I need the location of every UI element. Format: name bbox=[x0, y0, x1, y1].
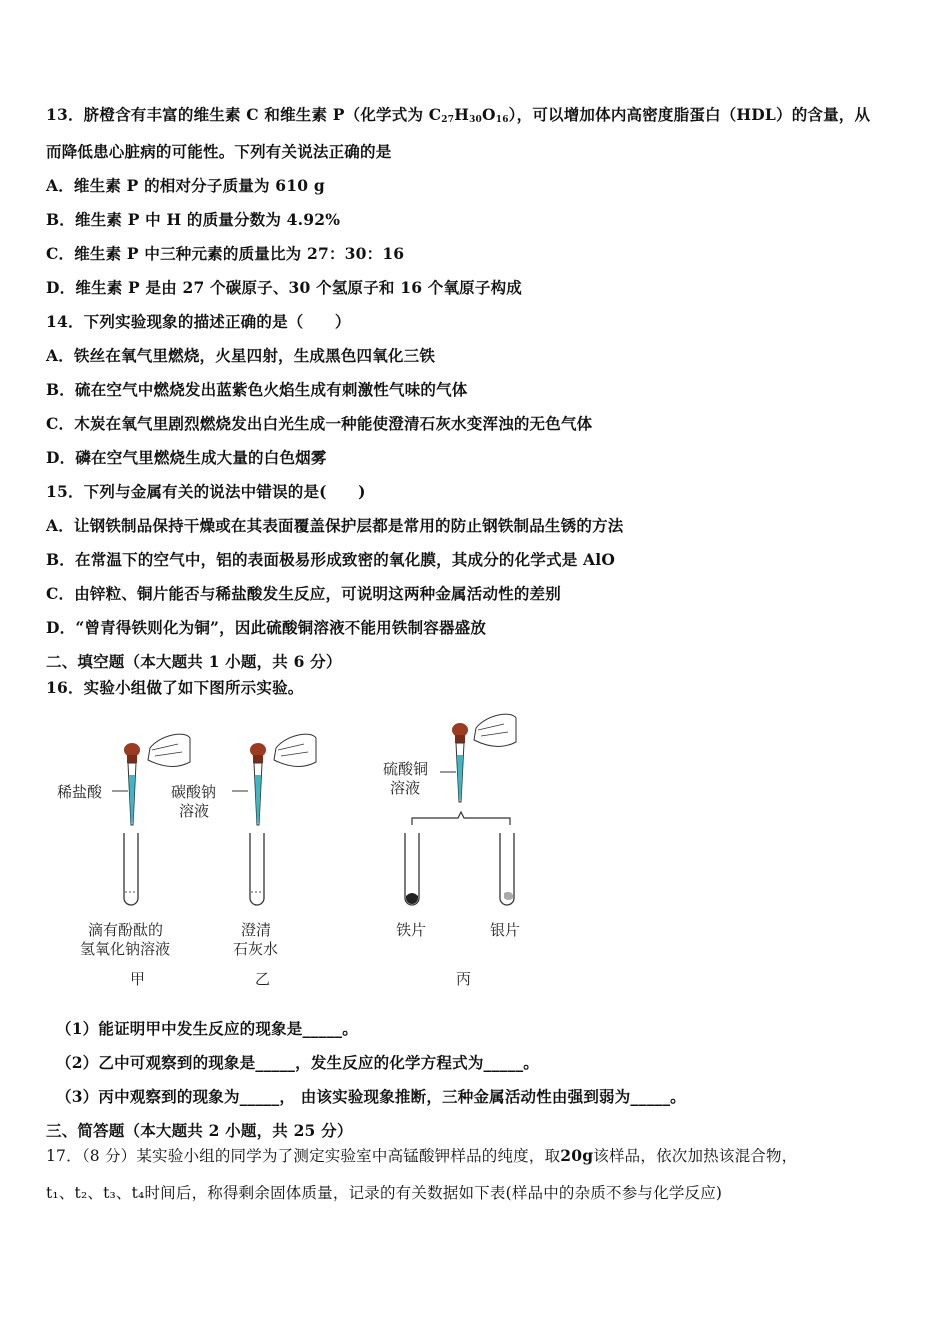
label-dropper2-l2: 溶液 bbox=[179, 802, 210, 820]
q13-line2: 而降低患心脏病的可能性。下列有关说法正确的是 bbox=[46, 142, 392, 161]
q15-stem: 15．下列与金属有关的说法中错误的是( ) bbox=[46, 482, 366, 501]
q13-sub-c: 27 bbox=[441, 115, 455, 125]
q15-option-d: D．“曾青得铁则化为铜”，因此硫酸铜溶液不能用铁制容器盛放 bbox=[46, 618, 487, 637]
q13-line1 bbox=[46, 103, 870, 125]
test-tube-4 bbox=[500, 833, 514, 905]
label-tube2-l2: 石灰水 bbox=[233, 940, 279, 958]
test-tube-2 bbox=[250, 833, 264, 905]
label-tube2-l1: 澄清 bbox=[241, 921, 272, 939]
label-dropper3-l1: 硫酸铜 bbox=[383, 760, 429, 778]
caption-yi: 乙 bbox=[255, 970, 271, 988]
q15-option-b: B．在常温下的空气中，铝的表面极易形成致密的氧化膜，其成分的化学式是 AlO bbox=[46, 550, 616, 569]
dropper-hand-1 bbox=[148, 734, 190, 766]
q14-stem: 14．下列实验现象的描述正确的是（ ） bbox=[46, 312, 351, 331]
label-tube1-l1: 滴有酚酞的 bbox=[88, 921, 164, 939]
q13-option-a: A．维生素 P 的相对分子质量为 610 g bbox=[46, 176, 325, 195]
q14-option-c: C．木炭在氧气里剧烈燃烧发出白光生成一种能使澄清石灰水变浑浊的无色气体 bbox=[46, 414, 593, 433]
label-tube1-l2: 氢氧化钠溶液 bbox=[80, 940, 171, 958]
q15-option-a: A．让钢铁制品保持干燥或在其表面覆盖保护层都是常用的防止钢铁制品生锈的方法 bbox=[46, 516, 624, 535]
label-tube3: 铁片 bbox=[396, 921, 427, 939]
q13-option-b: B．维生素 P 中 H 的质量分数为 4.92% bbox=[46, 210, 341, 229]
label-tube4: 银片 bbox=[490, 921, 521, 939]
q15-option-c: C．由锌粒、铜片能否与稀盐酸发生反应，可说明这两种金属活动性的差别 bbox=[46, 584, 561, 603]
q13-o: O bbox=[482, 105, 496, 124]
q17-text-a: 17．（8 分）某实验小组的同学为了测定实验室中高锰酸钾样品的纯度，取 bbox=[46, 1147, 561, 1165]
q13-option-c: C．维生素 P 中三种元素的质量比为 27：30：16 bbox=[46, 244, 405, 263]
label-dropper3-l2: 溶液 bbox=[390, 779, 421, 797]
dropper-2 bbox=[250, 743, 266, 825]
section3-heading: 三、简答题（本大题共 2 小题，共 25 分） bbox=[46, 1121, 353, 1140]
section2-heading: 二、填空题（本大题共 1 小题，共 6 分） bbox=[46, 652, 342, 671]
dropper-hand-3 bbox=[474, 714, 516, 746]
label-dropper1: 稀盐酸 bbox=[57, 783, 103, 801]
q13-text-b: ），可以增加体内高密度脂蛋白（HDL）的含量，从 bbox=[508, 105, 871, 124]
label-dropper2-l1: 碳酸钠 bbox=[171, 783, 217, 801]
q13-option-d: D．维生素 P 是由 27 个碳原子、30 个氢原子和 16 个氧原子构成 bbox=[46, 278, 522, 297]
q16-sub3: （3）丙中观察到的现象为_____， 由该实验现象推断，三种金属活动性由强到弱为_____。 bbox=[56, 1087, 686, 1106]
test-tube-3 bbox=[405, 833, 419, 905]
q13-text-a: 13．脐橙含有丰富的维生素 C 和维生素 P（化学式为 C bbox=[46, 105, 442, 124]
q17-line2: t₁、t₂、t₃、t₄时间后，称得剩余固体质量，记录的有关数据如下表(样品中的杂质不参与化学反应) bbox=[46, 1184, 723, 1202]
q16-figure bbox=[0, 700, 950, 1000]
caption-bing: 丙 bbox=[456, 970, 472, 988]
q16-sub2: （2）乙中可观察到的现象是_____，发生反应的化学方程式为_____。 bbox=[56, 1053, 539, 1072]
q13-sub-o: 16 bbox=[495, 115, 509, 125]
test-tube-1 bbox=[124, 833, 138, 905]
dropper-3 bbox=[452, 723, 468, 802]
q14-option-a: A．铁丝在氧气里燃烧，火星四射，生成黑色四氧化三铁 bbox=[46, 346, 436, 365]
caption-jia: 甲 bbox=[130, 970, 146, 988]
dropper-hand-2 bbox=[274, 734, 316, 766]
q17-text-c: 该样品，依次加热该混合物， bbox=[593, 1147, 798, 1165]
q14-option-b: B．硫在空气中燃烧发出蓝紫色火焰生成有刺激性气味的气体 bbox=[46, 380, 468, 399]
q13-h: H bbox=[454, 105, 470, 124]
q14-option-d: D．磷在空气里燃烧生成大量的白色烟雾 bbox=[46, 448, 327, 467]
brace bbox=[412, 812, 510, 825]
dropper-1 bbox=[124, 743, 140, 825]
q16-sub1: （1）能证明甲中发生反应的现象是_____。 bbox=[56, 1019, 358, 1038]
q17-mass: 20g bbox=[560, 1146, 594, 1165]
q16-stem: 16．实验小组做了如下图所示实验。 bbox=[46, 678, 304, 697]
q13-sub-h: 30 bbox=[469, 115, 483, 125]
q17-line1 bbox=[46, 1144, 797, 1166]
